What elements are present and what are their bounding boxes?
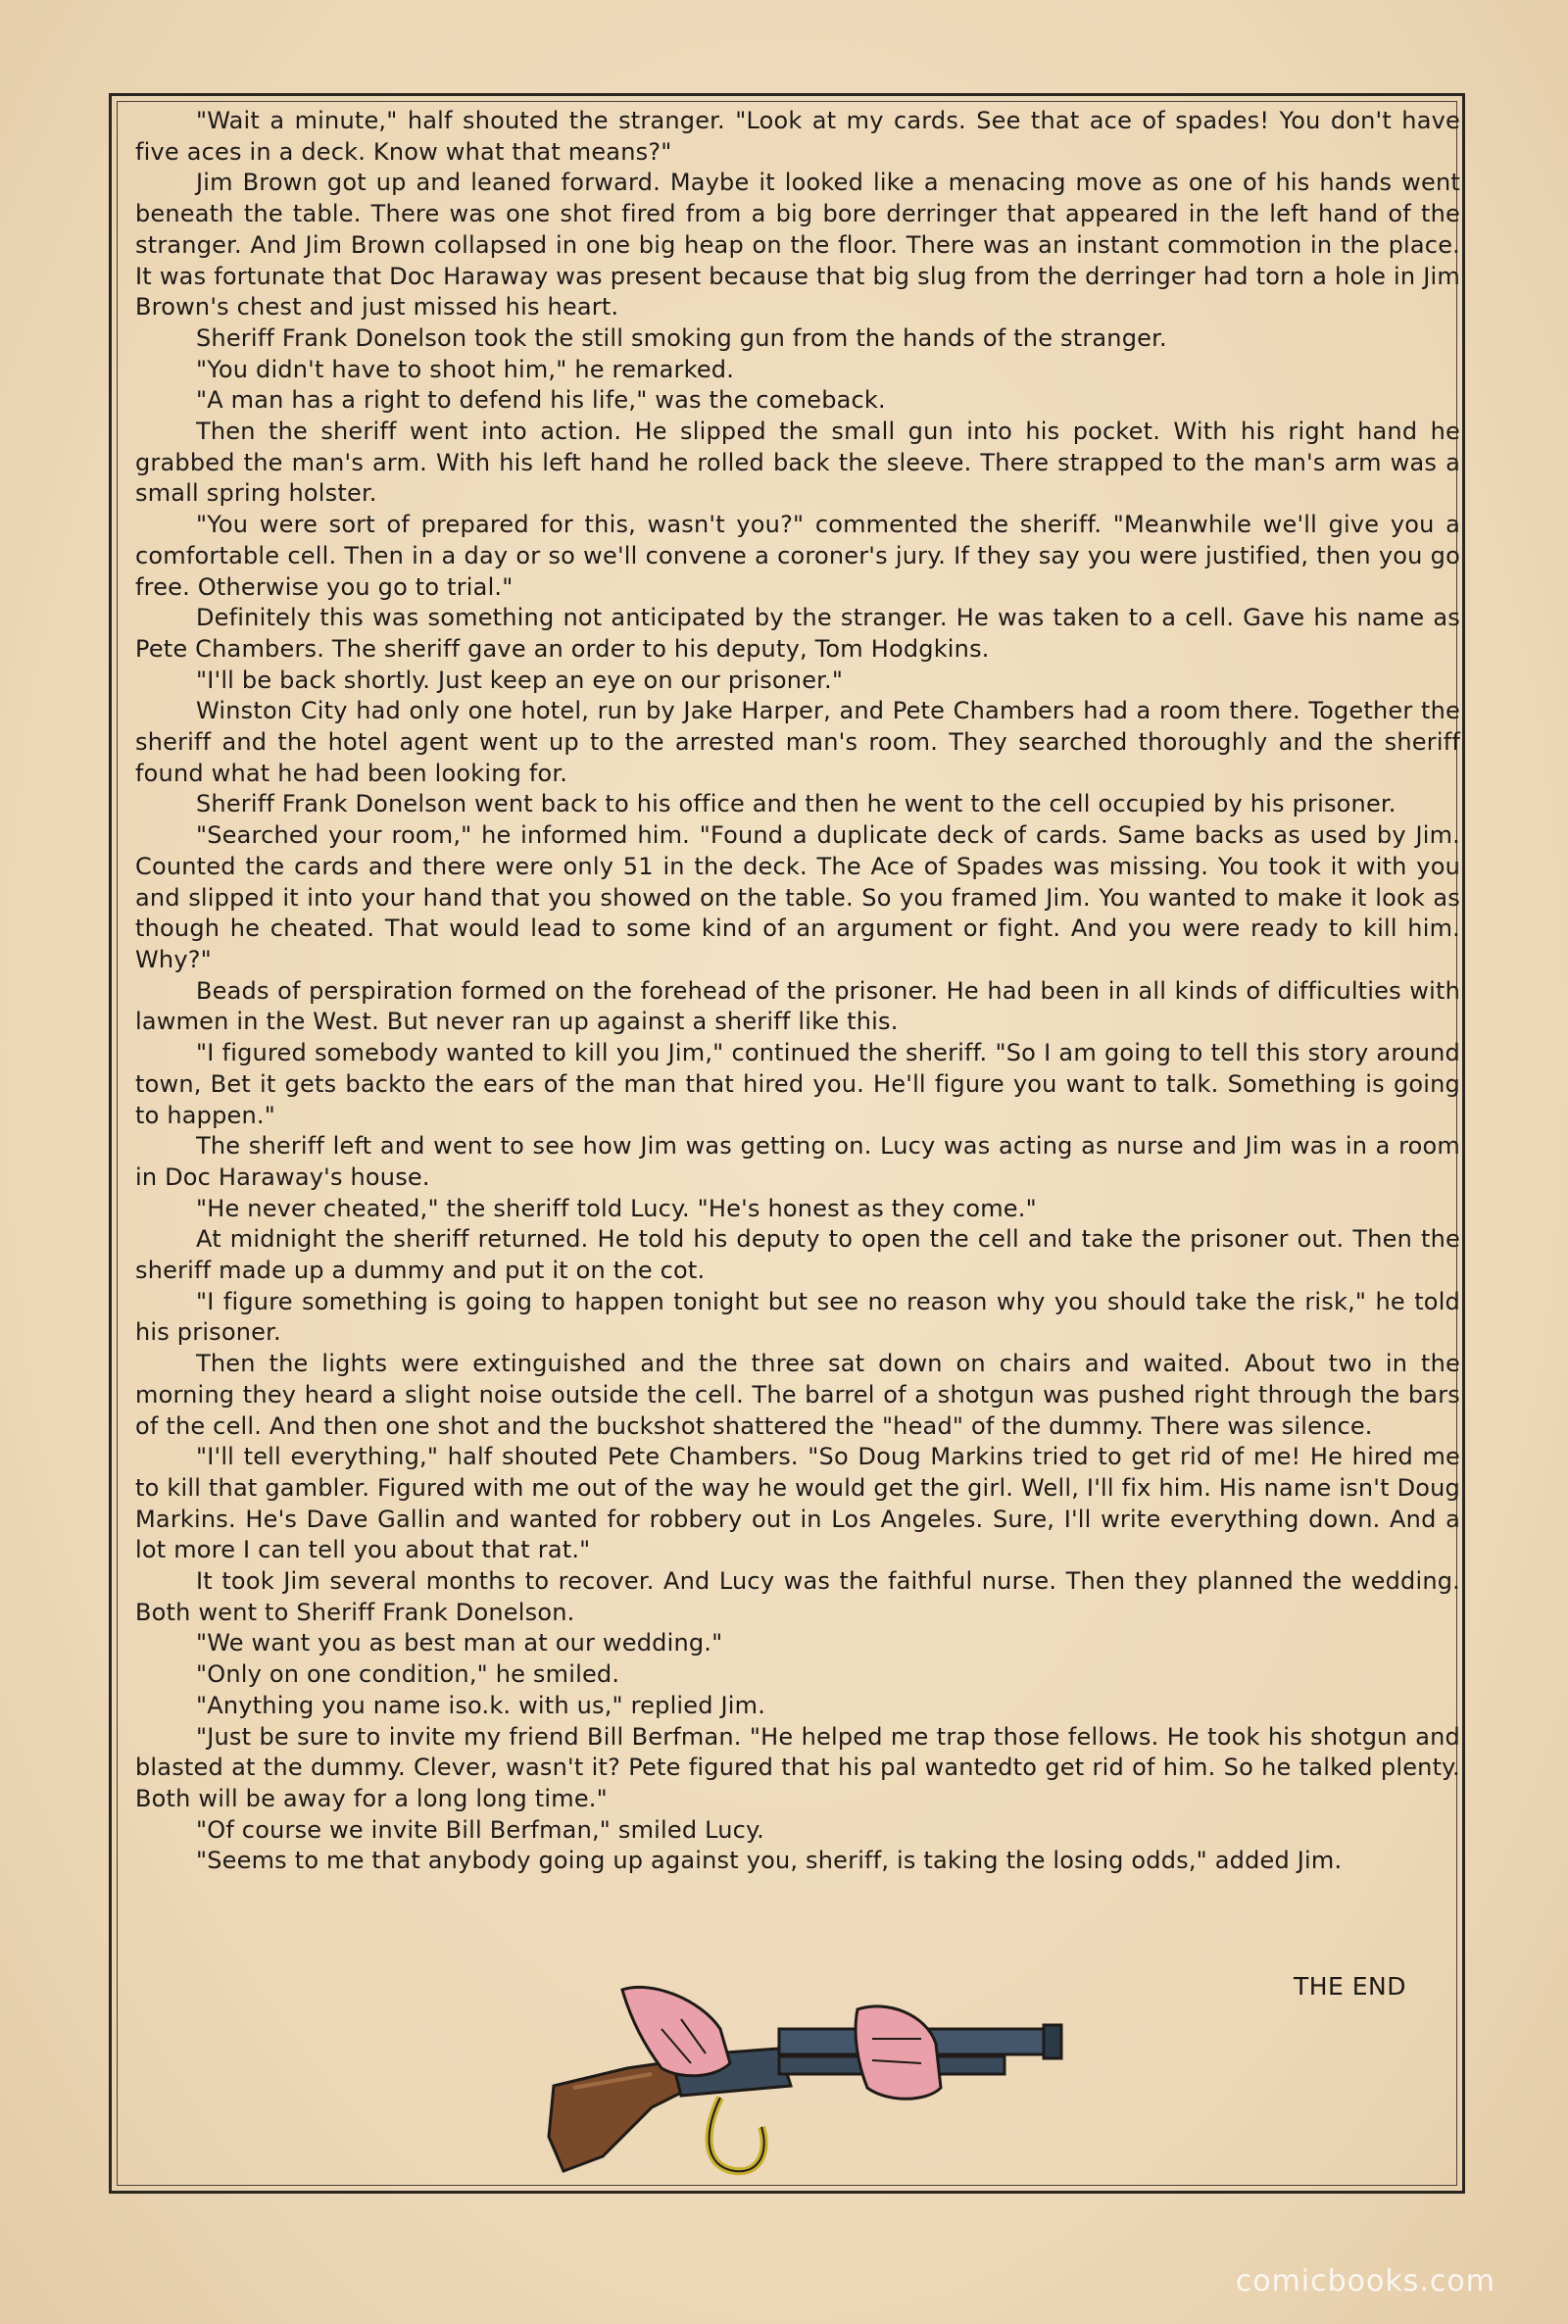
shotgun-in-hands-icon bbox=[534, 1970, 1083, 2186]
story-paragraph: Winston City had only one hotel, run by Jake Harper, and Pete Chambers had a room there. Together the sheriff and the hotel agent went up to the arrested man's room. They searched thoroughly and the sheriff found what he had been looking for. bbox=[135, 697, 1460, 787]
story-paragraph: Beads of perspiration formed on the forehead of the prisoner. He had been in all kinds of difficulties with lawmen in the West. But never ran up against a sheriff like this. bbox=[135, 976, 1460, 1036]
story-paragraph: Sheriff Frank Donelson took the still smoking gun from the hands of the stranger. bbox=[196, 323, 1167, 352]
story-paragraph: "You didn't have to shoot him," he remarked. bbox=[196, 355, 735, 383]
story-paragraph: "I figure something is going to happen tonight but see no reason why you should take the risk," he told his prisoner. bbox=[135, 1287, 1460, 1347]
story-paragraph: Definitely this was something not anticipated by the stranger. He was taken to a cell. Gave his name as Pete Chambers. The sheriff gave an order to his deputy, Tom Hodgkins. bbox=[135, 604, 1460, 663]
story-paragraph: It took Jim several months to recover. And Lucy was the faithful nurse. Then they planned the wedding. Both went to Sheriff Frank Donelson. bbox=[135, 1567, 1460, 1626]
story-paragraph: "Of course we invite Bill Berfman," smiled Lucy. bbox=[196, 1815, 764, 1844]
story-paragraph: Then the sheriff went into action. He slipped the small gun into his pocket. With his right hand he grabbed the man's arm. With his left hand he rolled back the sleeve. There strapped to the man's arm was a small spring holster. bbox=[135, 418, 1460, 508]
story-paragraph: "Just be sure to invite my friend Bill Berfman. "He helped me trap those fellows. He took his shotgun and blasted at the dummy. Clever, wasn't it? Pete figured that his pal wantedto get rid of him. So he talked plenty. Both will be away for a long long time." bbox=[135, 1722, 1460, 1812]
story-paragraph: Then the lights were extinguished and the three sat down on chairs and waited. About two in the morning they heard a slight noise outside the cell. The barrel of a shotgun was pushed right through the bars of the cell. And then one shot and the buckshot shattered the "head" of the dummy. There was silence. bbox=[135, 1350, 1460, 1440]
story-paragraph: "I figured somebody wanted to kill you Jim," continued the sheriff. "So I am going to tell this story around town, Bet it gets backto the ears of the man that hired you. He'll figure you want to talk. Something is going to happen." bbox=[135, 1039, 1460, 1129]
story-paragraph: "Seems to me that anybody going up against you, sheriff, is taking the losing odds," added Jim. bbox=[196, 1847, 1343, 1875]
story-paragraph: Sheriff Frank Donelson went back to his office and then he went to the cell occupied by his prisoner. bbox=[196, 790, 1396, 818]
story-paragraph: "He never cheated," the sheriff told Lucy. "He's honest as they come." bbox=[196, 1194, 1037, 1222]
the-end-label: THE END bbox=[1293, 1972, 1406, 2001]
story-paragraph: "Only on one condition," he smiled. bbox=[196, 1660, 620, 1689]
story-paragraph: "I'll tell everything," half shouted Pete Chambers. "So Doug Markins tried to get rid of me! He hired me to kill that gambler. Figured with me out of the way he would get the girl. Well, I'll fix him. His name isn't Doug Markins. He's Dave Gallin and wanted for robbery out in Los Angeles. Sure, I'll write everything down. And a lot more I can tell you about that rat." bbox=[135, 1443, 1460, 1564]
story-paragraph: "I'll be back shortly. Just keep an eye on our prisoner." bbox=[196, 666, 844, 694]
story-paragraph: The sheriff left and went to see how Jim was getting on. Lucy was acting as nurse and Jim was in a room in Doc Haraway's house. bbox=[135, 1132, 1460, 1191]
story-paragraph: At midnight the sheriff returned. He told his deputy to open the cell and take the prisoner out. Then the sheriff made up a dummy and put it on the cot. bbox=[135, 1225, 1460, 1285]
story-paragraph: "Searched your room," he informed him. "Found a duplicate deck of cards. Same backs as used by Jim. Counted the cards and there were only 51 in the deck. The Ace of Spades was missing. You took it with you and slipped it into your hand that you showed on the table. So you framed Jim. You wanted to make it look as though he cheated. That would lead to some kind of an argument or fight. And you were ready to kill him. Why?" bbox=[135, 821, 1460, 973]
story-paragraph: "You were sort of prepared for this, wasn't you?" commented the sheriff. "Meanwhile we'll give you a comfortable cell. Then in a day or so we'll convene a coroner's jury. If they say you were justified, then you go free. Otherwise you go to trial." bbox=[135, 511, 1460, 601]
story-paragraph: Jim Brown got up and leaned forward. Maybe it looked like a menacing move as one of his hands went beneath the table. There was one shot fired from a big bore derringer that appeared in the left hand of the stranger. And Jim Brown collapsed in one big heap on the floor. There was an instant commotion in the place. It was fortunate that Doc Haraway was present because that big slug from the derringer had torn a hole in Jim Brown's chest and just missed his heart. bbox=[135, 169, 1460, 321]
site-watermark: comicbooks.com bbox=[1235, 2264, 1495, 2299]
story-paragraph: "Anything you name iso.k. with us," replied Jim. bbox=[196, 1691, 766, 1719]
story-paragraph: "A man has a right to defend his life," was the comeback. bbox=[196, 386, 886, 415]
story-paragraph: "Wait a minute," half shouted the stranger. "Look at my cards. See that ace of spades! You don't have five aces in a deck. Know what that means?" bbox=[135, 107, 1460, 166]
story-paragraph: "We want you as best man at our wedding." bbox=[196, 1629, 723, 1657]
story-text bbox=[135, 106, 1460, 1877]
